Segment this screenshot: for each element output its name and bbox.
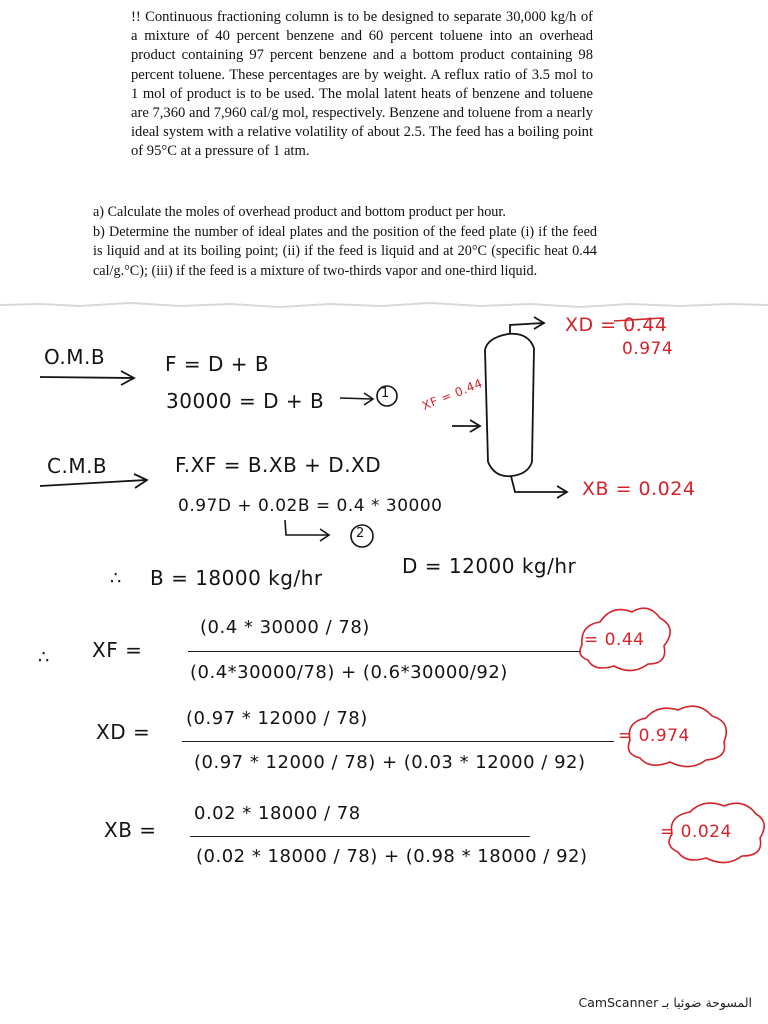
xb-label: XB = [104,818,157,842]
xb-value: = 0.024 [660,822,732,842]
omb-arrow [40,371,134,385]
xf-denominator: (0.4*30000/78) + (0.6*30000/92) [190,662,508,683]
eq1-arrow [340,393,373,405]
xd-label: XD = [96,720,151,744]
problem-statement-text: !! Continuous fractioning column is to be designed to separate 30,000 kg/h of a mixture of 40 percent benzene and 60 percent toluene into an overhead product containing 97 percent benzene and a bottom product containing 98 percent toluene. These percentages are by weight. A reflux ratio of 3.5 mol to 1 mol of product is to be used. The molal latent heats of benzene and toluene are 7,360 and 7,960 cal/g mol, respectively. Benzene and toluene from a nearly ideal system with a relative volatility of about 2.5. The feed has a boiling point of 95°C at a pressure of 1 atm. [131,9,593,160]
distillation-column [452,317,567,498]
omb-label: O.M.B [44,345,106,369]
therefore-symbol: ∴ [110,568,122,589]
cmb-equation-1: F.XF = B.XB + D.XD [175,453,382,477]
cmb-equation-2: 0.97D + 0.02B = 0.4 * 30000 [178,496,443,516]
xd-fraction-bar [182,741,614,742]
part-a-text: a) Calculate the moles of overhead product and bottom product per hour. [93,204,506,220]
xb-numerator: 0.02 * 18000 / 78 [194,803,361,824]
column-xb-label: XB = 0.024 [582,478,696,500]
eq2-marker: 2 [356,526,365,541]
eq2-arrow [285,520,329,541]
therefore-symbol-2: ∴ [38,647,50,668]
xf-fraction-bar [188,651,580,652]
part-b-text: b) Determine the number of ideal plates and the position of the feed plate (i) if the feed is liquid and at its boiling point; (ii) if the feed is liquid and at 20°C (specific heat 0.44 cal/g.°C); (iii) if the feed is a mixture of two-thirds vapor and one-third liquid. [93,223,597,279]
column-xf-label: XF = 0.44 [420,376,485,413]
omb-equation-1: F = D + B [165,352,270,376]
column-xd-label: XD = 0.44 [565,314,668,336]
xd-denominator: (0.97 * 12000 / 78) + (0.03 * 12000 / 92) [194,752,586,773]
xd-value: = 0.974 [618,726,690,746]
xd-numerator: (0.97 * 12000 / 78) [186,708,368,729]
omb-equation-2: 30000 = D + B [166,389,325,413]
result-d: D = 12000 kg/hr [402,554,577,578]
column-xd-value: 0.974 [622,339,674,359]
xf-label: XF = [92,638,143,662]
xf-value: = 0.44 [584,630,645,650]
xf-numerator: (0.4 * 30000 / 78) [200,617,370,638]
xb-denominator: (0.02 * 18000 / 78) + (0.98 * 18000 / 92) [196,846,588,867]
result-b: B = 18000 kg/hr [150,566,323,590]
cmb-label: C.M.B [47,454,108,478]
xb-fraction-bar [190,836,530,837]
camscanner-watermark: CamScanner المسوحة ضوئيا بـ [578,995,752,1010]
eq1-marker: 1 [381,386,390,401]
